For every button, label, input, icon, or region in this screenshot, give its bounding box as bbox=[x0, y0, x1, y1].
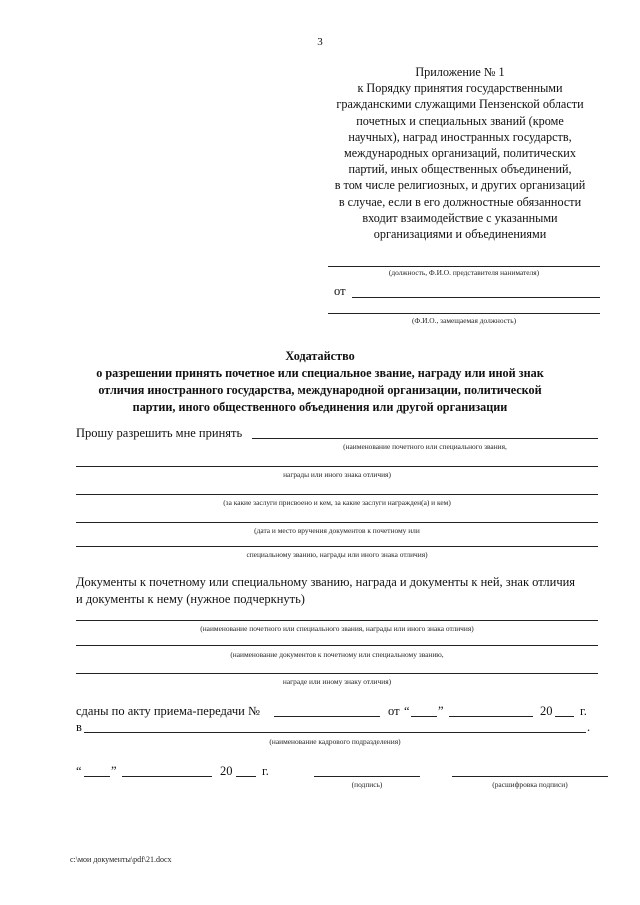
signature-caption: (подпись) bbox=[351, 780, 383, 789]
act-year-prefix: 20 bbox=[540, 704, 553, 718]
employee-field-line-2[interactable] bbox=[328, 313, 600, 314]
page-number: 3 bbox=[317, 36, 323, 48]
documents-caption: (наименование почетного или специального звания, награды или иного знака отличия) bbox=[200, 624, 474, 633]
appendix-line: к Порядку принятия государственными bbox=[357, 81, 563, 96]
sign-close-quote: ” bbox=[111, 764, 117, 778]
documents-caption: награде или иному знаку отличия) bbox=[282, 677, 392, 686]
request-caption: специальному званию, награды или иного знака отличия) bbox=[246, 550, 428, 559]
document-title bbox=[0, 348, 640, 416]
request-field-line-4[interactable] bbox=[76, 522, 598, 523]
request-field-line-2[interactable] bbox=[76, 466, 598, 467]
appendix-line: в том числе религиозных, и других организаций bbox=[334, 178, 586, 193]
request-caption: награды или иного знака отличия) bbox=[283, 470, 391, 479]
appendix-block bbox=[310, 64, 610, 242]
title-line: Ходатайство bbox=[285, 349, 355, 363]
documents-field-line-2[interactable] bbox=[76, 645, 598, 646]
sign-year-field[interactable] bbox=[236, 776, 256, 777]
documents-paragraph-line: и документы к нему (нужное подчеркнуть) bbox=[76, 592, 305, 606]
sign-month-field[interactable] bbox=[122, 776, 212, 777]
request-field-line-5[interactable] bbox=[76, 546, 598, 547]
act-year-suffix: г. bbox=[580, 704, 587, 718]
appendix-line: входит взаимодействие с указанными bbox=[362, 210, 558, 225]
sign-year-suffix: г. bbox=[262, 764, 269, 778]
title-line: о разрешении принять почетное или специальное звание, награду или иной знак bbox=[96, 366, 544, 380]
sign-year-prefix: 20 bbox=[220, 764, 233, 778]
request-caption: (за какие заслуги присвоено и кем, за какие заслуги награжден(а) и кем) bbox=[223, 498, 451, 507]
appendix-line: организациями и объединениями bbox=[373, 227, 547, 242]
hr-department-field[interactable] bbox=[84, 732, 586, 733]
appendix-line: партий, иных общественных объединений, bbox=[348, 162, 572, 177]
request-field-line-3[interactable] bbox=[76, 494, 598, 495]
request-caption: (наименование почетного или специального звания, bbox=[343, 442, 507, 451]
appendix-line: Приложение № 1 bbox=[415, 65, 505, 79]
act-month-field[interactable] bbox=[449, 716, 533, 717]
employer-caption: (должность, Ф.И.О. представителя нанимателя) bbox=[388, 268, 540, 277]
employee-caption: (Ф.И.О., замещаемая должность) bbox=[411, 316, 517, 325]
close-quote: ” bbox=[438, 704, 444, 718]
signature-field[interactable] bbox=[314, 776, 420, 777]
signature-decoding-field[interactable] bbox=[452, 776, 608, 777]
footer-file-path: c:\мои документы\pdf\21.docx bbox=[70, 855, 172, 864]
title-line: партии, иного общественного объединения или другой организации bbox=[132, 400, 508, 414]
from-label: от bbox=[334, 284, 346, 298]
sign-day-field[interactable] bbox=[84, 776, 110, 777]
hr-caption: (наименование кадрового подразделения) bbox=[269, 737, 401, 746]
in-label: в bbox=[76, 720, 82, 734]
documents-field-line-3[interactable] bbox=[76, 673, 598, 674]
appendix-line: гражданскими служащими Пензенской области bbox=[336, 97, 584, 112]
documents-caption: (наименование документов к почетному или специальному званию, bbox=[230, 650, 444, 659]
request-field-line-1[interactable] bbox=[252, 438, 598, 439]
act-year-field[interactable] bbox=[555, 716, 574, 717]
appendix-line: научных), наград иностранных государств, bbox=[348, 129, 572, 144]
act-label: сданы по акту приема-передачи № bbox=[76, 704, 260, 718]
title-line: отличия иностранного государства, международной организации, политической bbox=[98, 383, 542, 397]
employee-field-line-1[interactable] bbox=[352, 297, 600, 298]
end-period: . bbox=[587, 720, 591, 734]
act-number-field[interactable] bbox=[274, 716, 380, 717]
signature-decoding-caption: (расшифровка подписи) bbox=[492, 780, 568, 789]
request-caption: (дата и место вручения документов к почетному или bbox=[254, 526, 420, 535]
documents-paragraph-line: Документы к почетному или специальному званию, награда и документы к ней, знак отличия bbox=[76, 575, 576, 589]
employer-field-line[interactable] bbox=[328, 266, 600, 267]
sign-open-quote: “ bbox=[76, 764, 82, 778]
act-from-label: от bbox=[388, 704, 400, 718]
request-lead: Прошу разрешить мне принять bbox=[76, 426, 243, 440]
documents-field-line-1[interactable] bbox=[76, 620, 598, 621]
appendix-line: международных организаций, политических bbox=[344, 146, 576, 161]
appendix-line: в случае, если в его должностные обязанности bbox=[338, 194, 582, 209]
open-quote: “ bbox=[404, 704, 410, 718]
act-day-field[interactable] bbox=[411, 716, 437, 717]
appendix-line: почетных и специальных званий (кроме bbox=[356, 113, 564, 128]
